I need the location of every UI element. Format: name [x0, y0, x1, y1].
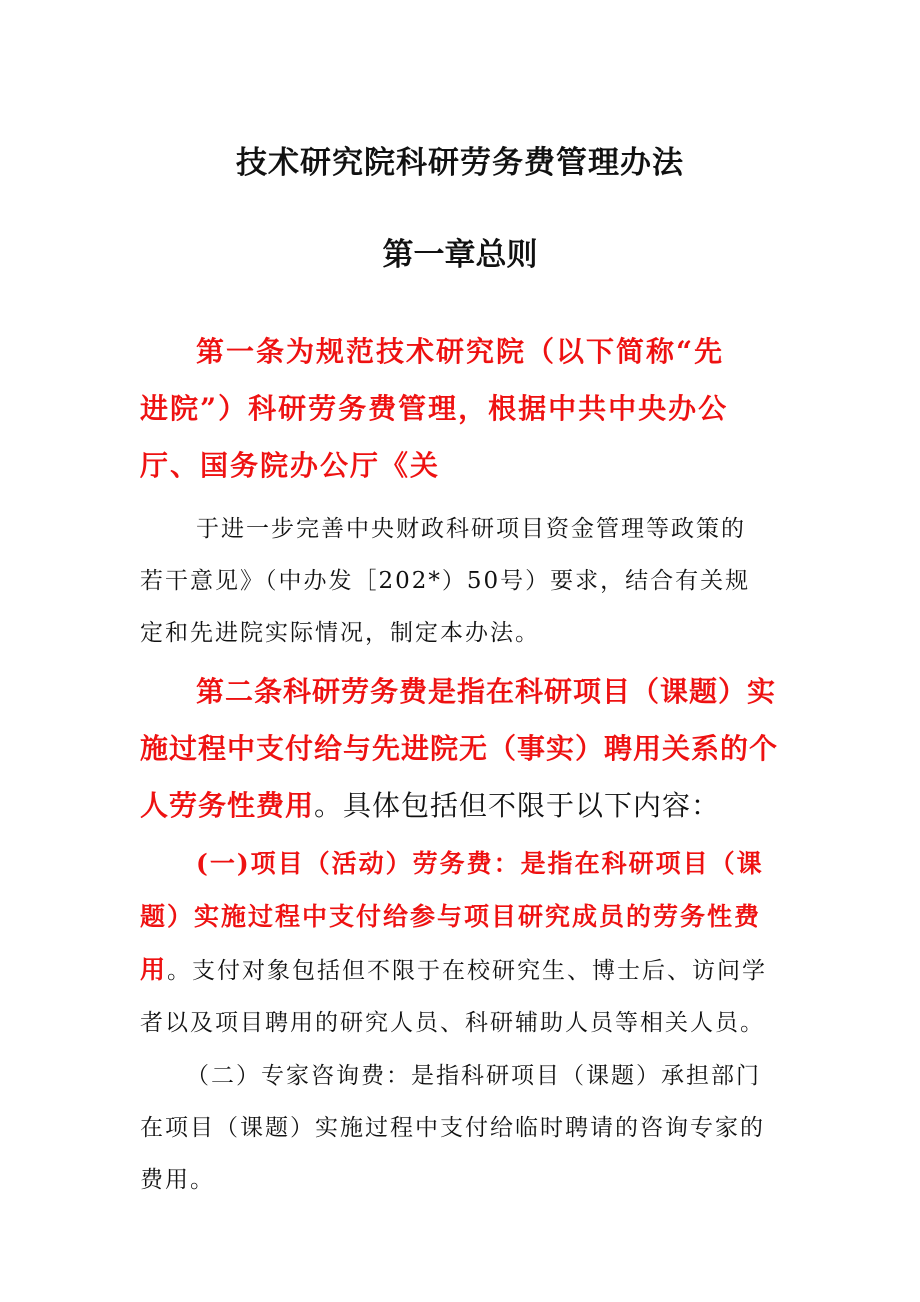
article-2-normal-text: 。具体包括但不限于以下内容： [314, 789, 721, 822]
item-1-normal-text: 。支付对象包括但不限于在校研究生、博士后、访问学者以及项目聘用的研究人员、科研辅助人员等相关人员。 [140, 958, 768, 1036]
article-1-red-text: 第一条为规范技术研究院（以下简称“先进院”）科研劳务费管理，根据中共中央办公厅、国务院办公厅《关 [140, 335, 729, 482]
item-1-red-text: (一)项目（活动）劳务费：是指在科研项目（课题）实施过程中支付给参与项目研究成员的劳务性费用 [140, 849, 764, 984]
item-1-paragraph [140, 838, 770, 1049]
chapter-heading: 第一章总则 [382, 237, 538, 273]
article-1-continuation: 于进一步完善中央财政科研项目资金管理等政策的若干意见》（中办发［202*）50号）要求，结合有关规定和先进院实际情况，制定本办法。 [140, 516, 751, 646]
article-1-paragraph [140, 323, 740, 494]
document-title: 技术研究院科研劳务费管理办法 [236, 145, 684, 181]
article-2-paragraph [140, 663, 790, 834]
item-2-paragraph: （二）专家咨询费：是指科研项目（课题）承担部门在项目（课题）实施过程中支付给临时聘请的咨询专家的费用。 [140, 1063, 765, 1193]
article-2-red-text: 第二条科研劳务费是指在科研项目（课题）实施过程中支付给与先进院无（事实）聘用关系的个人劳务性费用 [140, 675, 779, 822]
